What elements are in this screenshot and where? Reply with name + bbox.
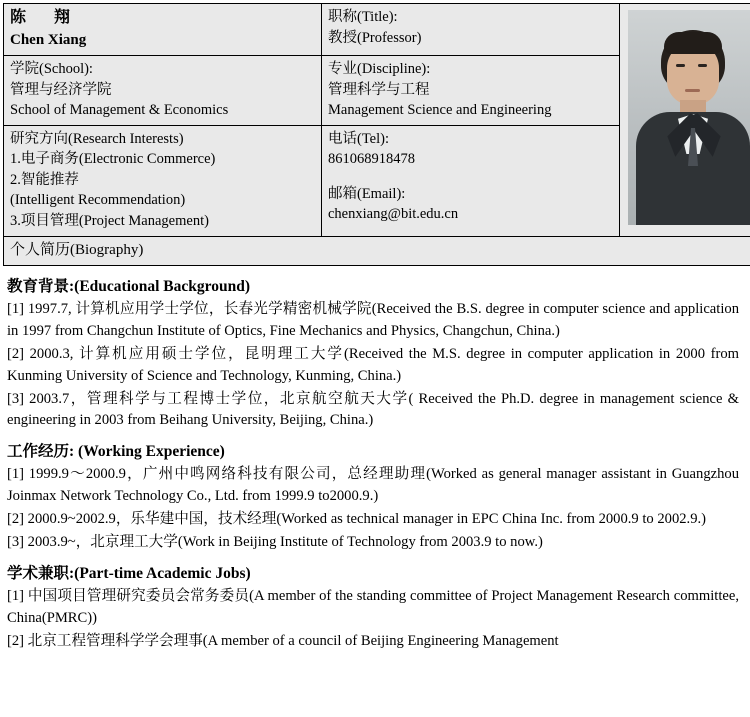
name-english: Chen Xiang (10, 30, 315, 51)
working-experience-item-1: [1] 1999.9～2000.9，广州中鸣网络科技有限公司，总经理助理(Worked as general manager assistant in Guangzhou Joinmax Network Technology Co., Ltd. from 1999.9 to2000.9.) (7, 464, 739, 508)
photo-eye-right (698, 64, 707, 67)
email-value[interactable]: chenxiang@bit.edu.cn (328, 204, 613, 225)
research-item-2: 2.智能推荐 (10, 170, 315, 191)
name-chinese: 陈 翔 (10, 7, 315, 30)
name-title-row (4, 4, 750, 56)
title-label: 职称(Title): (328, 7, 613, 28)
biography-label-cell: 个人简历(Biography) (4, 236, 750, 265)
research-item-2-cont: (Intelligent Recommendation) (10, 190, 315, 211)
title-cell (322, 4, 620, 56)
discipline-value-en: Management Science and Engineering (328, 100, 613, 121)
research-item-1: 1.电子商务(Electronic Commerce) (10, 149, 315, 170)
research-cell (4, 125, 322, 236)
photo-cell (620, 4, 750, 237)
section-heading-working-experience: 工作经历: (Working Experience) (7, 439, 739, 461)
research-item-3: 3.项目管理(Project Management) (10, 211, 315, 232)
working-experience-item-2: [2] 2000.9~2002.9，乐华建中国，技术经理(Worked as technical manager in EPC China Inc. from 2000.9 to 2002.9.) (7, 509, 739, 531)
name-cell (4, 4, 322, 56)
photo-mouth (685, 89, 700, 92)
profile-info-table (3, 3, 750, 266)
working-experience-item-3: [3] 2003.9~，北京理工大学(Work in Beijing Institute of Technology from 2003.9 to now.) (7, 532, 739, 554)
school-cell (4, 56, 322, 126)
education-item-3: [3] 2003.7，管理科学与工程博士学位，北京航空航天大学( Received the Ph.D. degree in management science & engineering in 2003 from Beihang University, Beijing, China.) (7, 389, 739, 433)
discipline-value-cn: 管理科学与工程 (328, 80, 613, 101)
education-item-1: [1] 1997.7, 计算机应用学士学位，长春光学精密机械学院(Received the B.S. degree in computer science and application in 1997 from Changchun Institute of Optics, Fine Mechanics and Physics, Changchun, China.) (7, 299, 739, 343)
discipline-label: 专业(Discipline): (328, 59, 613, 80)
biography-header-row (4, 236, 750, 265)
photo-wrapper (620, 4, 750, 232)
part-time-job-item-2: [2] 北京工程管理科学学会理事(A member of a council of Beijing Engineering Management (7, 631, 739, 653)
contact-cell (322, 125, 620, 236)
photo-fringe (664, 32, 722, 54)
section-heading-education: 教育背景:(Educational Background) (7, 274, 739, 296)
email-label: 邮箱(Email): (328, 184, 613, 205)
resume-page (0, 3, 750, 717)
tel-label: 电话(Tel): (328, 129, 613, 150)
portrait-photo (628, 10, 750, 225)
title-value: 教授(Professor) (328, 28, 613, 49)
school-value-en: School of Management & Economics (10, 100, 315, 121)
photo-eye-left (676, 64, 685, 67)
education-item-2: [2] 2000.3, 计算机应用硕士学位，昆明理工大学(Received the M.S. degree in computer application in 2000 from Kunming University of Science and Technology, Kunming, China.) (7, 344, 739, 388)
discipline-cell (322, 56, 620, 126)
tel-value: 861068918478 (328, 149, 613, 170)
school-value-cn: 管理与经济学院 (10, 80, 315, 101)
biography-body (3, 266, 743, 653)
school-label: 学院(School): (10, 59, 315, 80)
research-label: 研究方向(Research Interests) (10, 129, 315, 150)
section-heading-part-time-jobs: 学术兼职:(Part-time Academic Jobs) (7, 561, 739, 583)
part-time-job-item-1: [1] 中国项目管理研究委员会常务委员(A member of the standing committee of Project Management Research committee, China(PMRC)) (7, 586, 739, 630)
